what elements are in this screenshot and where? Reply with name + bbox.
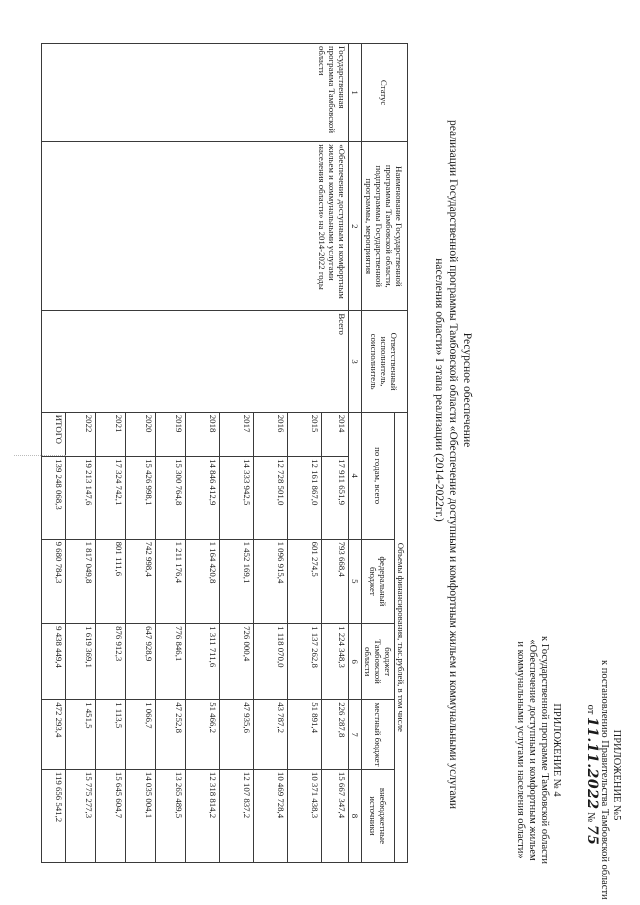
total-cell: 14 333 942,5	[220, 457, 254, 539]
regional-cell: 647 928,9	[126, 624, 156, 700]
regional-cell: 726 000,4	[220, 624, 254, 700]
header-local: местный бюджет	[362, 700, 395, 770]
table-body	[42, 44, 349, 863]
federal-cell: 742 998,4	[126, 539, 156, 624]
year-cell: 2019	[156, 412, 186, 456]
extra-cell: 15 775 277,3	[66, 769, 96, 862]
total-cell: 15 426 998,1	[126, 457, 156, 539]
year-cell: 2018	[186, 412, 220, 456]
col-number: 1	[349, 44, 362, 142]
appendix-4-header	[514, 600, 562, 900]
regional-cell: 1 118 070,0	[254, 624, 288, 700]
year-cell: 2014	[322, 412, 349, 456]
total-cell: 17 911 651,9	[322, 457, 349, 539]
extra-cell: 14 035 004,1	[126, 769, 156, 862]
extra-cell: 13 265 489,5	[156, 769, 186, 862]
header-regional: бюджет Тамбовской области	[362, 624, 395, 700]
extra-cell: 10 371 438,3	[288, 769, 322, 862]
header-extra: внебюджетные источники	[362, 769, 395, 862]
total-cell: 17 324 742,1	[96, 457, 126, 539]
executor-cell: Всего	[42, 311, 349, 412]
extra-cell: 12 107 837,2	[220, 769, 254, 862]
header-funding: Объемы финансирования, тыс.рублей, в том числе	[395, 412, 408, 862]
title-line-1: Ресурсное обеспечение	[461, 332, 473, 448]
total-cell: 12 728 501,0	[254, 457, 288, 539]
col-number: 5	[349, 539, 362, 624]
appendix-5-title: ПРИЛОЖЕНИЕ №5	[611, 729, 622, 821]
local-cell: 1 451,5	[66, 700, 96, 770]
scan-mark	[14, 455, 66, 461]
local-cell: 51 466,2	[186, 700, 220, 770]
status-cell: Государственная программа Тамбовской области	[42, 44, 349, 142]
total-cell: 15 300 764,8	[156, 457, 186, 539]
handwritten-date: 11.11.2022	[584, 716, 600, 810]
total-cell: 139 248 068,3	[42, 457, 66, 539]
col-number: 7	[349, 700, 362, 770]
federal-cell: 1 817 049,8	[66, 539, 96, 624]
col-number: 4	[349, 412, 362, 539]
number-prefix: №	[585, 812, 596, 823]
local-cell: 47 935,6	[220, 700, 254, 770]
regional-cell: 1 137 262,8	[288, 624, 322, 700]
table-row	[322, 44, 349, 863]
federal-cell: 601 274,5	[288, 539, 322, 624]
col-number: 2	[349, 142, 362, 311]
year-cell: 2017	[220, 412, 254, 456]
appendix-4-line-2: к Государственной программе Тамбовской области	[539, 636, 550, 864]
federal-cell: 9 680 784,3	[42, 539, 66, 624]
appendix-4-title: ПРИЛОЖЕНИЕ № 4	[551, 703, 562, 797]
total-cell: 19 213 147,6	[66, 457, 96, 539]
federal-cell: 1 164 420,8	[186, 539, 220, 624]
handwritten-number: 75	[584, 824, 600, 846]
extra-cell: 15 667 347,4	[322, 769, 349, 862]
document-title	[432, 120, 474, 810]
year-cell: 2016	[254, 412, 288, 456]
appendix-4-line-3: «Обеспечение доступным и комфортным жильем	[527, 639, 538, 861]
local-cell: 43 787,2	[254, 700, 288, 770]
header-federal: федеральный бюджет	[362, 539, 395, 624]
year-cell: 2022	[66, 412, 96, 456]
col-number: 8	[349, 769, 362, 862]
extra-cell: 119 656 541,2	[42, 769, 66, 862]
header-status: Статус	[362, 44, 408, 142]
regional-cell: 876 912,3	[96, 624, 126, 700]
col-number: 6	[349, 624, 362, 700]
local-cell: 1 066,7	[126, 700, 156, 770]
local-cell: 47 252,8	[156, 700, 186, 770]
local-cell: 226 287,8	[322, 700, 349, 770]
regional-cell: 776 846,1	[156, 624, 186, 700]
year-cell: 2015	[288, 412, 322, 456]
year-cell: ИТОГО	[42, 412, 66, 456]
local-cell: 51 891,4	[288, 700, 322, 770]
appendix-5-resolution: к постановлению Правительства Тамбовской области	[599, 660, 610, 900]
appendix-4-line-4: и коммунальными услугами населения области»	[515, 641, 526, 859]
local-cell: 472 293,4	[42, 700, 66, 770]
title-line-2: реализации Государственной программы Тамбовской области «Обеспечение доступным и комфортным жильем и коммунальными услугами	[447, 120, 459, 810]
resource-table	[41, 43, 408, 863]
appendix-5-date-line	[584, 660, 598, 890]
header-name: Наименование Государственной программы Тамбовской области, подпрограммы Государственной программы, мероприятия	[362, 142, 408, 311]
header-executor: Ответственный исполнитель, соисполнитель	[362, 311, 408, 412]
regional-cell: 1 224 348,3	[322, 624, 349, 700]
federal-cell: 793 668,4	[322, 539, 349, 624]
regional-cell: 9 438 449,4	[42, 624, 66, 700]
federal-cell: 1 211 176,4	[156, 539, 186, 624]
date-prefix: от	[585, 704, 596, 715]
regional-cell: 1 619 369,1	[66, 624, 96, 700]
program-name-cell: «Обеспечение доступным и комфортным жильем и коммунальными услугами населения области» на 2014-2022 годы	[42, 142, 349, 311]
extra-cell: 10 469 728,4	[254, 769, 288, 862]
extra-cell: 15 645 604,7	[96, 769, 126, 862]
regional-cell: 1 311 711,6	[186, 624, 220, 700]
total-cell: 14 846 412,9	[186, 457, 220, 539]
total-cell: 12 161 867,0	[288, 457, 322, 539]
header-by-year: по годам, всего	[362, 412, 395, 539]
year-cell: 2021	[96, 412, 126, 456]
year-cell: 2020	[126, 412, 156, 456]
appendix-5-header	[584, 660, 622, 900]
col-number: 3	[349, 311, 362, 412]
extra-cell: 12 318 814,2	[186, 769, 220, 862]
federal-cell: 801 111,6	[96, 539, 126, 624]
federal-cell: 1 452 169,1	[220, 539, 254, 624]
local-cell: 1 113,5	[96, 700, 126, 770]
title-line-3: населения области» I этапа реализации (2014-2022гг.)	[433, 258, 445, 522]
federal-cell: 1 096 915,4	[254, 539, 288, 624]
